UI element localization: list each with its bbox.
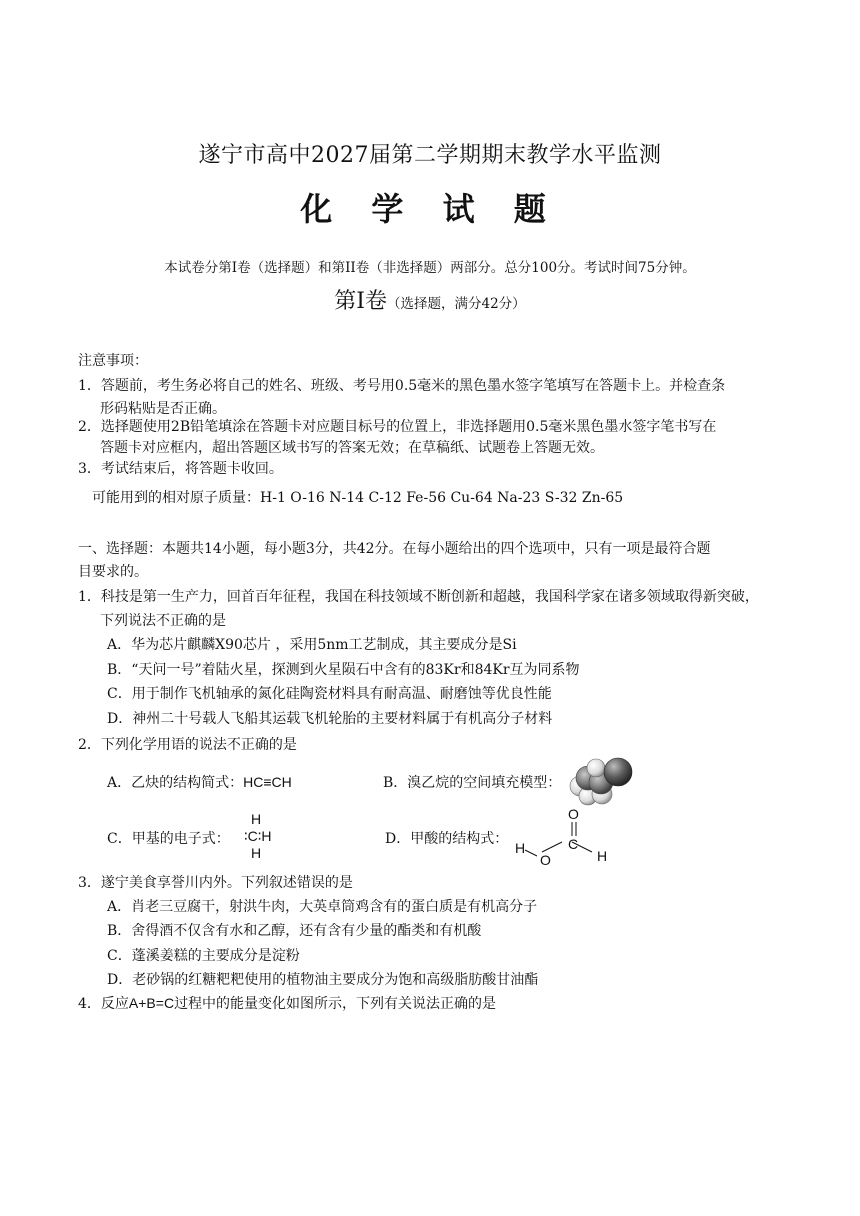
question-3-stem: 3．遂宁美食享誉川内外。下列叙述错误的是 [78, 875, 353, 891]
q4-suffix: 过程中的能量变化如图所示，下列有关说法正确的是 [174, 996, 497, 1012]
question-1-option-b: B．“天问一号”着陆火星，探测到火星陨石中含有的83Kr和84Kr互为同系物 [107, 662, 580, 678]
formic-acid-structure [510, 806, 610, 868]
formic-h-left: H [515, 840, 526, 856]
question-2-option-b: B．溴乙烷的空间填充模型： [383, 775, 562, 791]
question-3-option-b: B．舍得酒不仅含有水和乙醇，还有含有少量的酯类和有机酸 [107, 923, 482, 939]
subject-title: 化 学 试 题 [300, 190, 560, 228]
part-one-note: （选择题，满分42分） [387, 296, 526, 312]
notice-item-1-cont: 形码粘贴是否正确。 [100, 401, 226, 417]
question-1-stem: 1．科技是第一生产力，回首百年征程，我国在科技领域不断创新和超越，我国科学家在诸多领域取得新突破， [78, 589, 759, 605]
question-1-option-c: C．用于制作飞机轴承的氮化硅陶瓷材料具有耐高温、耐磨蚀等优良性能 [107, 686, 552, 702]
part-one-label: 第Ⅰ卷 [334, 289, 387, 314]
notice-item-2: 2．选择题使用2B铅笔填涂在答题卡对应题目标号的位置上，非选择题用0.5毫米黑色墨水签字笔书写在 [78, 419, 717, 435]
formic-c: C [568, 836, 579, 852]
question-2-option-c: C．甲基的电子式： [107, 831, 230, 847]
formic-o-top: O [568, 806, 579, 822]
question-3-option-a: A．肖老三豆腐干，射洪牛肉，大英卓筒鸡含有的蛋白质是有机高分子 [107, 899, 538, 915]
notice-item-3: 3．考试结束后，将答题卡收回。 [78, 461, 283, 477]
section-one-heading-cont: 目要求的。 [78, 564, 148, 580]
atomic-masses-text: 可能用到的相对原子质量：H-1 O-16 N-14 C-12 Fe-56 Cu-64 Na-23 S-32 Zn-65 [92, 490, 624, 506]
acetylene-formula: HC≡CH [243, 774, 292, 790]
methyl-center: ∶C∶H [244, 828, 272, 844]
exam-title: 遂宁市高中2027届第二学期期末教学水平监测 [198, 143, 662, 168]
exam-intro: 本试卷分第Ⅰ卷（选择题）和第II卷（非选择题）两部分。总分100分。考试时间75分钟。 [164, 260, 696, 276]
methyl-h-top: H [250, 811, 262, 827]
bromoethane-spacefill-model [566, 752, 636, 808]
question-1-option-d: D．神州二十号载人飞船其运载飞机轮胎的主要材料属于有机高分子材料 [107, 711, 553, 727]
question-4-stem [78, 993, 496, 1013]
question-2-option-a [107, 772, 292, 792]
part-one-heading [0, 284, 860, 315]
question-3-option-c: C．蓬溪姜糕的主要成分是淀粉 [107, 948, 300, 964]
question-1-stem-cont: 下列说法不正确的是 [100, 613, 226, 629]
notice-heading: 注意事项： [78, 353, 148, 369]
notice-item-1: 1．答题前，考生务必将自己的姓名、班级、考号用0.5毫米的黑色墨水签字笔填写在答题卡上。并检查条 [78, 378, 726, 394]
section-one-heading: 一、选择题：本题共14小题，每小题3分，共42分。在每小题给出的四个选项中，只有一项是最符合题 [78, 541, 711, 557]
q4-reaction: A+B=C [128, 995, 175, 1011]
option-a-label: A．乙炔的结构简式： [107, 775, 244, 791]
question-1-option-a: A．华为芯片麒麟X90芯片 ，采用5nm工艺制成，其主要成分是Si [107, 637, 517, 653]
atomic-masses [92, 487, 623, 507]
formic-h-right: H [597, 848, 608, 864]
q4-prefix: 4．反应 [78, 996, 129, 1012]
question-2-stem: 2．下列化学用语的说法不正确的是 [78, 737, 297, 753]
question-3-option-d: D．老砂锅的红糖粑粑使用的植物油主要成分为饱和高级脂肪酸甘油酯 [107, 972, 539, 988]
question-2-option-d: D．甲酸的结构式： [385, 831, 509, 847]
notice-item-2-cont: 答题卡对应框内，超出答题区域书写的答案无效；在草稿纸、试题卷上答题无效。 [100, 440, 604, 456]
formic-o-left: O [540, 852, 551, 868]
methyl-h-bottom: H [250, 845, 262, 861]
